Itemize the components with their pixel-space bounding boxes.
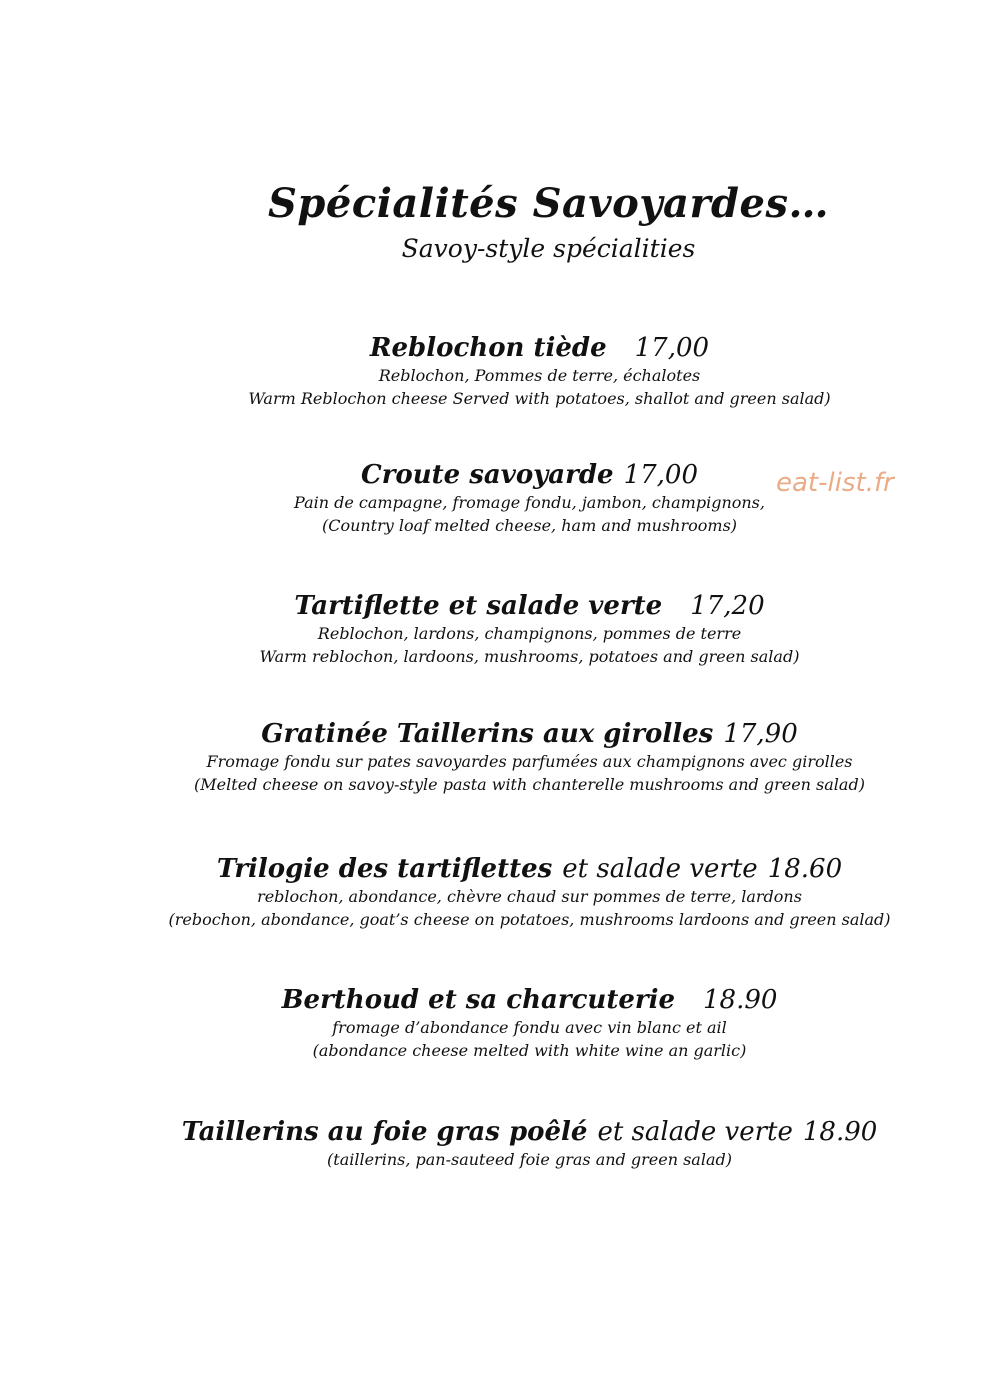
dish-description-fr: fromage d’abondance fondu avec vin blanc et ail xyxy=(332,1018,727,1037)
dish-description-en: Warm reblochon, lardoons, mushrooms, potatoes and green salad) xyxy=(259,647,800,666)
dish-description-fr: (taillerins, pan-sauteed foie gras and green salad) xyxy=(327,1150,732,1169)
dish-price: 17,00 xyxy=(623,460,698,490)
dish-name: Croute savoyarde xyxy=(361,460,614,490)
dish-description-en: Warm Reblochon cheese Served with potatoes, shallot and green salad) xyxy=(248,389,831,408)
dish-description-fr: Pain de campagne, fromage fondu, jambon, champignons, xyxy=(294,493,765,512)
watermark-logo: eat-list.fr xyxy=(776,468,894,498)
dish-heading xyxy=(70,718,989,750)
dish-heading xyxy=(70,1116,989,1148)
menu-item-reblochon-tiede xyxy=(0,332,989,410)
dish-price: 17,00 xyxy=(634,333,710,363)
menu-item-berthoud xyxy=(0,984,989,1062)
dish-description-fr: reblochon, abondance, chèvre chaud sur pommes de terre, lardons xyxy=(257,887,802,906)
dish-name: Gratinée Taillerins aux girolles xyxy=(261,719,714,749)
dish-price: 18.60 xyxy=(767,854,843,884)
menu-item-trilogie-tartiflettes xyxy=(0,853,989,931)
dish-heading xyxy=(90,332,989,364)
dish-price: 18.90 xyxy=(802,1117,878,1147)
dish-description-en: (rebochon, abondance, goat’s cheese on potatoes, mushrooms lardoons and green salad) xyxy=(168,910,891,929)
dish-description-en: (Melted cheese on savoy-style pasta with chanterelle mushrooms and green salad) xyxy=(194,775,865,794)
dish-description-fr: Reblochon, lardons, champignons, pommes de terre xyxy=(317,624,742,643)
dish-price: 17,20 xyxy=(690,591,765,621)
dish-name: Tartiflette et salade verte xyxy=(294,591,663,621)
page-subtitle: Savoy-style spécialities xyxy=(401,234,696,263)
dish-name: Trilogie des tartiflettes xyxy=(216,854,553,884)
dish-price: 18.90 xyxy=(703,985,778,1015)
dish-name: Taillerins au foie gras poêlé xyxy=(181,1117,588,1147)
dish-extra: et salade verte xyxy=(597,1117,793,1147)
page-title: Spécialités Savoyardes… xyxy=(268,180,829,227)
dish-name: Berthoud et sa charcuterie xyxy=(281,985,675,1015)
dish-description-fr: Fromage fondu sur pates savoyardes parfumées aux champignons avec girolles xyxy=(206,752,853,771)
dish-description-en: (abondance cheese melted with white wine an garlic) xyxy=(312,1041,747,1060)
dish-description-en: (Country loaf melted cheese, ham and mushrooms) xyxy=(321,516,738,535)
dish-description-fr: Reblochon, Pommes de terre, échalotes xyxy=(378,366,701,385)
dish-price: 17,90 xyxy=(723,719,798,749)
menu-item-gratinee-taillerins xyxy=(0,718,989,796)
dish-name: Reblochon tiède xyxy=(369,333,607,363)
menu-item-taillerins-foie-gras xyxy=(0,1116,989,1171)
dish-heading xyxy=(70,984,989,1016)
dish-extra: et salade verte xyxy=(562,854,758,884)
dish-heading xyxy=(70,590,989,622)
dish-heading xyxy=(70,853,989,885)
menu-item-tartiflette xyxy=(0,590,989,668)
